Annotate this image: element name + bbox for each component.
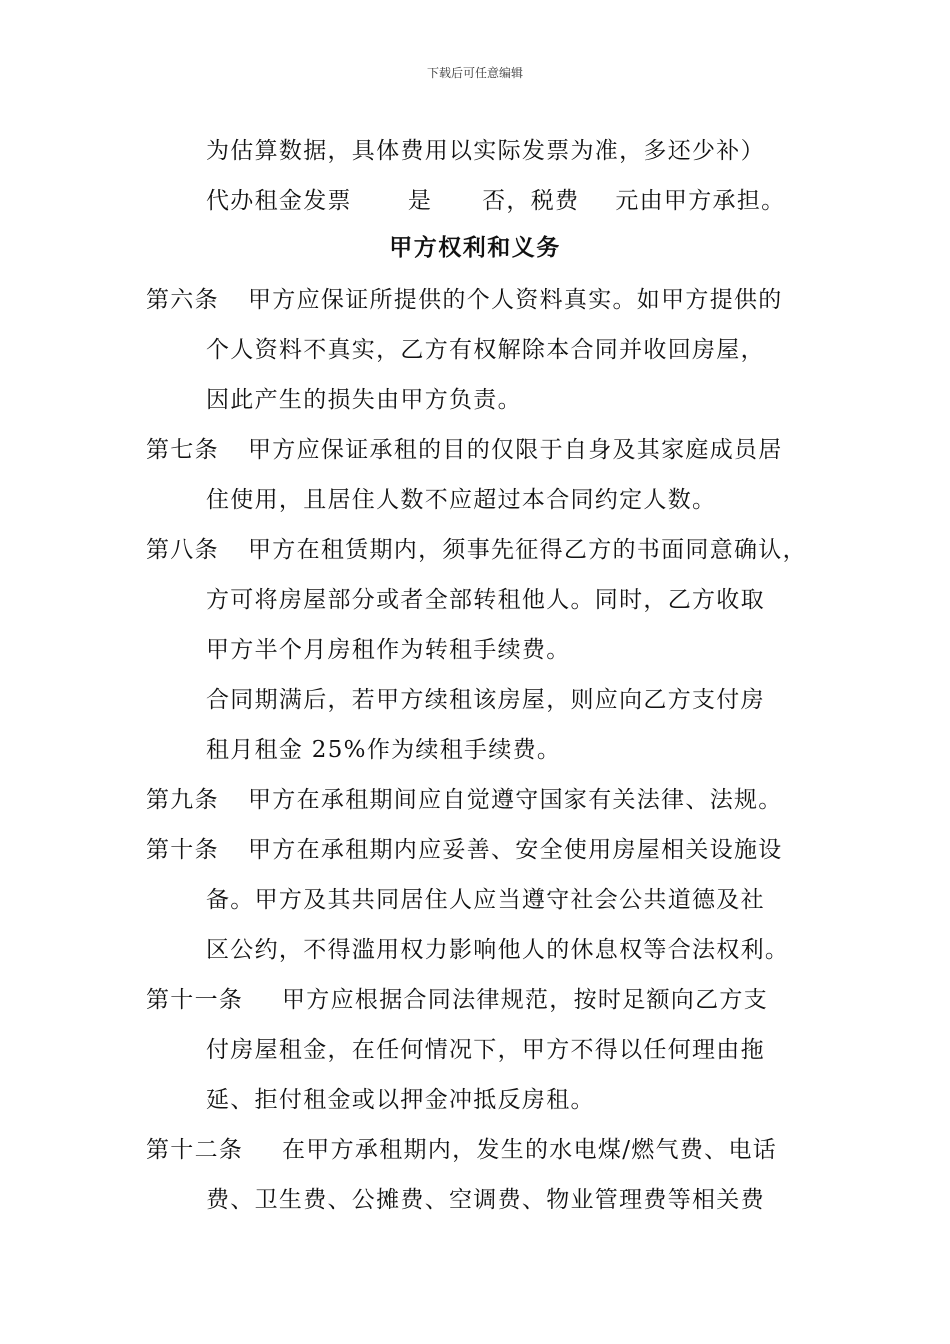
section-title: 甲方权利和义务 [389,234,561,261]
article-text: 在甲方承租期内，发生的水电煤/燃气费、电话 [282,1137,778,1163]
article-text: 合同期满后，若甲方续租该房屋，则应向乙方支付房 [206,687,765,713]
article-label: 第九条 [146,787,219,813]
article-text: 甲方在承租期间应自觉遵守国家有关法律、法规。 [248,787,783,813]
article-text: 甲方在承租期内应妥善、安全使用房屋相关设施设 [248,837,783,863]
article-label: 第十二条 [146,1137,244,1163]
invoice-label: 代办租金发票 [206,188,352,214]
article-text: 备。甲方及其共同居住人应当遵守社会公共道德及社 [206,887,765,913]
article-8 [146,535,807,565]
article-text: 甲方应保证所提供的个人资料真实。如甲方提供的 [248,287,783,313]
article-text: 甲方在租赁期内，须事先征得乙方的书面同意确认， [248,537,807,563]
article-6 [146,285,783,315]
article-text: 因此产生的损失由甲方负责。 [206,387,522,413]
article-text: 甲方应根据合同法律规范，按时足额向乙方支 [282,987,768,1013]
page-header: 下载后可任意编辑 [426,66,523,80]
article-text: 费、卫生费、公摊费、空调费、物业管理费等相关费 [206,1187,765,1213]
article-label: 第八条 [146,537,219,563]
article-12 [146,1135,777,1165]
invoice-tax-party: 元由甲方承担。 [615,188,786,214]
article-label: 第六条 [146,287,219,313]
article-11 [146,985,768,1015]
invoice-line [206,186,785,216]
article-9 [146,785,783,815]
article-text: 个人资料不真实，乙方有权解除本合同并收回房屋， [206,337,765,363]
invoice-yes: 是 [407,188,433,214]
article-text: 方可将房屋部分或者全部转租他人。同时，乙方收取 [206,587,765,613]
intro-line: 为估算数据，具体费用以实际发票为准，多还少补） [206,138,765,164]
invoice-no-tax: 否，税费 [482,188,580,214]
article-text: 住使用，且居住人数不应超过本合同约定人数。 [206,487,717,513]
article-label: 第七条 [146,437,219,463]
article-text: 延、拒付租金或以押金冲抵反房租。 [206,1087,595,1113]
article-10 [146,835,783,865]
article-text: 甲方应保证承租的目的仅限于自身及其家庭成员居 [248,437,783,463]
article-text: 区公约，不得滥用权力影响他人的休息权等合法权利。 [206,937,790,963]
article-label: 第十条 [146,837,219,863]
article-7 [146,435,783,465]
article-text: 甲方半个月房租作为转租手续费。 [206,637,571,663]
article-label: 第十一条 [146,987,244,1013]
article-text: 付房屋租金，在任何情况下，甲方不得以任何理由拖 [206,1037,765,1063]
article-text: 租月租金 25%作为续租手续费。 [206,737,562,763]
